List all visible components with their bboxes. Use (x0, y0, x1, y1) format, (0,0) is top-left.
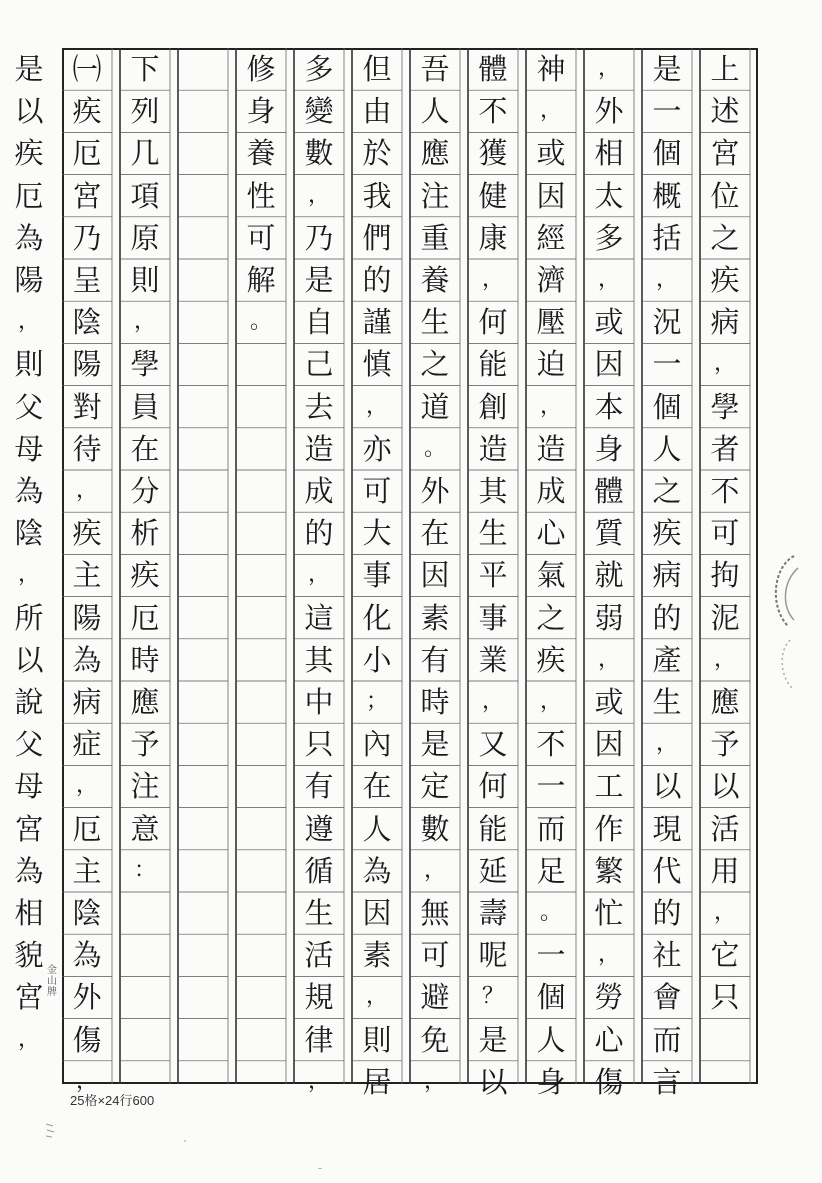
grid-character: 生 (652, 685, 682, 719)
grid-character: 一 (652, 347, 682, 382)
grid-character: 拘 (710, 558, 740, 593)
grid-character: 的 (652, 600, 682, 635)
grid-character: 因 (594, 727, 624, 762)
grid-character: 養 (420, 263, 450, 297)
grid-character: 定 (420, 769, 450, 804)
grid-character: 陰 (72, 896, 102, 930)
grid-character: 不 (536, 727, 566, 762)
grid-character: 為 (14, 474, 44, 508)
grid-character: 概 (652, 178, 682, 213)
grid-character: 是 (14, 52, 44, 86)
grid-character: 以 (652, 769, 682, 804)
grid-character: 為 (14, 853, 44, 888)
grid-character: 其 (478, 474, 508, 508)
grid-character: 身 (536, 1064, 566, 1099)
grid-character: 對 (72, 389, 102, 424)
grid-character: 但 (362, 52, 392, 86)
grid-character: 是 (420, 727, 450, 762)
paper-speck (318, 1168, 322, 1169)
grid-character: 工 (594, 769, 624, 804)
grid-character: 一 (652, 94, 682, 129)
grid-character: 在 (362, 769, 392, 804)
grid-character: 太 (594, 178, 624, 213)
text-column (294, 48, 344, 1094)
grid-character: 病 (652, 558, 682, 593)
grid-character: 因 (594, 347, 624, 382)
grid-character: 事 (478, 600, 508, 635)
grid-character: 循 (304, 853, 334, 888)
grid-character: 予 (130, 727, 160, 762)
grid-character: 相 (14, 896, 44, 930)
grid-character: ， (365, 984, 388, 1010)
grid-character: 述 (710, 94, 740, 129)
grid-character: 性 (246, 178, 276, 213)
grid-character: 心 (594, 1022, 624, 1057)
grid-character: 這 (304, 600, 334, 635)
grid-character: 活 (304, 938, 334, 973)
grid-character: 言 (652, 1064, 682, 1099)
grid-character: ， (75, 1068, 98, 1094)
grid-character: 學 (710, 389, 740, 424)
text-column (120, 48, 170, 1084)
grid-character: 列 (130, 94, 160, 129)
grid-character: 疾 (652, 516, 682, 551)
grid-character: 或 (594, 305, 624, 340)
grid-character: 析 (130, 516, 160, 551)
grid-character: ， (597, 267, 620, 292)
grid-character: 自 (304, 305, 334, 340)
grid-character: 迫 (536, 347, 566, 382)
grid-character: 人 (652, 431, 682, 466)
grid-character: 創 (478, 389, 508, 424)
grid-character: 疾 (72, 516, 102, 551)
text-column (178, 48, 228, 1084)
grid-character: 陰 (72, 305, 102, 340)
grid-character: ， (713, 351, 736, 377)
grid-character: 延 (478, 853, 508, 888)
grid-character: 我 (362, 178, 392, 213)
grid-character: 獲 (478, 136, 508, 171)
grid-character: 乃 (304, 220, 334, 255)
paper-speck (184, 1140, 186, 1142)
grid-character: 內 (362, 727, 392, 762)
grid-character: 生 (420, 305, 450, 340)
grid-character: 的 (652, 896, 682, 930)
grid-character: 厄 (14, 178, 44, 213)
text-column (468, 48, 518, 1099)
grid-character: 者 (710, 431, 740, 466)
grid-character: 是 (478, 1022, 508, 1057)
grid-character: 造 (478, 431, 508, 466)
grid-character: 體 (478, 52, 508, 86)
grid-character: 濟 (536, 263, 566, 297)
grid-character: 代 (652, 853, 682, 888)
grid-character: 。 (539, 900, 562, 925)
grid-character: ： (133, 857, 156, 883)
grid-character: 外 (72, 980, 102, 1015)
grid-character: 疾 (130, 558, 160, 593)
paper-smudge (44, 1120, 56, 1140)
grid-character: 成 (304, 474, 334, 508)
grid-character: ， (17, 562, 40, 588)
grid-character: 產 (652, 642, 682, 677)
grid-character: 而 (536, 811, 566, 846)
grid-character: 主 (72, 558, 102, 593)
grid-character: ， (133, 309, 156, 335)
grid-character: 壽 (478, 896, 508, 930)
grid-character: 陽 (72, 600, 102, 635)
grid-character: 由 (362, 94, 392, 129)
grid-character: 宮 (710, 136, 740, 171)
text-column (4, 48, 54, 1084)
grid-character: 或 (594, 685, 624, 719)
grid-character: 造 (304, 431, 334, 466)
grid-character: 位 (710, 178, 740, 213)
grid-character: 何 (478, 769, 508, 804)
grid-character: 上 (710, 52, 740, 86)
grid-character: ， (481, 267, 504, 292)
grid-character: 中 (304, 685, 334, 719)
grid-character: 居 (362, 1064, 392, 1099)
grid-character: ， (597, 56, 620, 81)
grid-character: 的 (304, 516, 334, 551)
grid-character: 傷 (72, 1022, 102, 1057)
grid-character: ， (307, 182, 330, 208)
grid-character: 解 (246, 263, 276, 297)
grid-character: 則 (14, 347, 44, 382)
grid-character: 是 (304, 263, 334, 297)
grid-character: 貌 (14, 938, 44, 973)
grid-character: ， (423, 1068, 446, 1094)
grid-character: ， (17, 309, 40, 335)
grid-character: ； (365, 689, 388, 714)
grid-character: 康 (478, 220, 508, 255)
grid-character: 之 (710, 220, 740, 255)
grid-character: 免 (420, 1022, 450, 1057)
grid-character: 個 (536, 980, 566, 1015)
text-column (584, 48, 634, 1099)
grid-character: 學 (130, 347, 160, 382)
grid-character: 應 (710, 685, 740, 719)
grid-character: 相 (594, 136, 624, 171)
grid-character: 症 (72, 727, 102, 762)
grid-character: 分 (130, 474, 160, 508)
grid-character: 之 (652, 474, 682, 508)
grid-character: 忙 (594, 896, 624, 930)
grid-character: 宮 (14, 980, 44, 1015)
grid-character: 父 (14, 389, 44, 424)
grid-character: 無 (420, 896, 450, 930)
grid-character: 為 (14, 220, 44, 255)
grid-character: 多 (594, 220, 624, 255)
grid-character: 個 (652, 136, 682, 171)
grid-character: 律 (304, 1022, 334, 1057)
grid-character: 心 (536, 516, 566, 551)
grid-character: 們 (362, 220, 392, 255)
grid-character: ， (75, 478, 98, 503)
grid-character: 括 (652, 220, 682, 255)
grid-character: 應 (130, 685, 160, 719)
text-column (700, 48, 750, 1084)
grid-character: 數 (304, 136, 334, 171)
grid-character: 遵 (304, 811, 334, 846)
grid-character: 人 (362, 811, 392, 846)
grid-character: 外 (420, 474, 450, 508)
grid-character: 道 (420, 389, 450, 424)
grid-character: 體 (594, 474, 624, 508)
grid-character: 造 (536, 431, 566, 466)
grid-character: 勞 (594, 980, 624, 1015)
grid-character: 能 (478, 811, 508, 846)
grid-character: 病 (72, 685, 102, 719)
grid-character: 可 (420, 938, 450, 973)
grid-character: 社 (652, 938, 682, 973)
grid-character: ？ (481, 984, 504, 1010)
grid-character: 小 (362, 642, 392, 677)
grid-character: 意 (130, 811, 160, 846)
grid-character: 原 (130, 220, 160, 255)
grid-character: 待 (72, 431, 102, 466)
grid-character: 業 (478, 642, 508, 677)
grid-character: 人 (536, 1022, 566, 1057)
grid-character: 氣 (536, 558, 566, 593)
grid-character: 就 (594, 558, 624, 593)
grid-character: 陰 (14, 516, 44, 551)
grid-character: 事 (362, 558, 392, 593)
grid-character: ㈠ (72, 52, 102, 86)
grid-character: 以 (710, 769, 740, 804)
grid-character: 以 (478, 1064, 508, 1099)
grid-character: 去 (304, 389, 334, 424)
grid-character: 經 (536, 220, 566, 255)
grid-character: 神 (536, 52, 566, 86)
grid-character: 足 (536, 853, 566, 888)
grid-character: 成 (536, 474, 566, 508)
grid-character: 變 (304, 94, 334, 129)
grid-character: 主 (72, 853, 102, 888)
paper-spec-label: 25格×24行600 (70, 1093, 155, 1108)
text-column (236, 48, 286, 1084)
grid-character: 一 (536, 938, 566, 973)
grid-character: ， (481, 689, 504, 714)
grid-character: 為 (72, 938, 102, 973)
grid-character: 乃 (72, 220, 102, 255)
grid-character: ， (713, 646, 736, 672)
grid-character: 說 (14, 685, 44, 719)
text-column (526, 48, 576, 1099)
grid-character: 因 (536, 178, 566, 213)
grid-character: 厄 (130, 600, 160, 635)
grid-character: ， (713, 900, 736, 925)
grid-character: ， (307, 562, 330, 588)
grid-character: 本 (594, 389, 624, 424)
grid-character: 於 (362, 136, 392, 171)
grid-character: 。 (249, 309, 272, 335)
grid-character: 注 (130, 769, 160, 804)
grid-character: 它 (710, 938, 740, 973)
grid-character: 大 (362, 516, 392, 551)
binding-hole-marks (764, 548, 814, 698)
grid-character: ， (423, 857, 446, 883)
grid-character: 有 (304, 769, 334, 804)
grid-character: 母 (14, 431, 44, 466)
grid-character: 生 (304, 896, 334, 930)
grid-character: 個 (652, 389, 682, 424)
grid-character: 時 (130, 642, 160, 677)
grid-character: 質 (594, 516, 624, 551)
grid-character: 可 (710, 516, 740, 551)
grid-character: 而 (652, 1022, 682, 1057)
grid-character: 應 (420, 136, 450, 171)
grid-character: 用 (710, 853, 740, 888)
grid-character: 疾 (14, 136, 44, 171)
grid-character: 規 (304, 980, 334, 1015)
grid-character: 則 (130, 263, 160, 297)
grid-character: 所 (14, 600, 44, 635)
text-column (642, 48, 692, 1099)
grid-character: ， (655, 267, 678, 292)
grid-character: 重 (420, 220, 450, 255)
grid-character: 厄 (72, 136, 102, 171)
grid-character: 。 (423, 435, 446, 461)
grid-character: 只 (304, 727, 334, 762)
grid-character: ， (597, 942, 620, 968)
grid-character: 何 (478, 305, 508, 340)
grid-character: 宮 (72, 178, 102, 213)
text-column (62, 48, 112, 1094)
grid-character: ， (655, 731, 678, 757)
grid-character: ， (539, 393, 562, 419)
grid-character: 亦 (362, 431, 392, 466)
grid-character: 為 (362, 853, 392, 888)
grid-character: 注 (420, 178, 450, 213)
grid-character: 為 (72, 642, 102, 677)
grid-character: 在 (130, 431, 160, 466)
grid-character: 時 (420, 685, 450, 719)
grid-character: 的 (362, 263, 392, 297)
grid-character: 以 (14, 94, 44, 129)
grid-character: 陽 (72, 347, 102, 382)
grid-character: 員 (130, 389, 160, 424)
grid-character: 能 (478, 347, 508, 382)
grid-character: 可 (362, 474, 392, 508)
grid-character: 壓 (536, 305, 566, 340)
grid-character: 疾 (710, 263, 740, 297)
grid-character: 有 (420, 642, 450, 677)
grid-character: 數 (420, 811, 450, 846)
paper-brand-mark: 金山牌 (47, 965, 57, 998)
grid-character: 一 (536, 769, 566, 804)
grid-character: 泥 (710, 600, 740, 635)
grid-character: 予 (710, 727, 740, 762)
grid-character: 不 (478, 94, 508, 129)
grid-character: 慎 (362, 347, 392, 382)
grid-character: 可 (246, 220, 276, 255)
grid-character: 傷 (594, 1064, 624, 1099)
grid-character: 又 (478, 727, 508, 762)
grid-character: 或 (536, 136, 566, 171)
grid-character: 吾 (420, 52, 450, 86)
grid-character: 疾 (536, 642, 566, 677)
grid-character: 因 (362, 896, 392, 930)
grid-character: 人 (420, 94, 450, 129)
grid-character: 素 (362, 938, 392, 973)
grid-character: 多 (304, 52, 334, 86)
grid-character: 則 (362, 1022, 392, 1057)
grid-character: 現 (652, 811, 682, 846)
grid-character: 素 (420, 600, 450, 635)
grid-character: 以 (14, 642, 44, 677)
grid-character: 疾 (72, 94, 102, 129)
grid-character: 避 (420, 980, 450, 1015)
grid-character: 几 (130, 136, 160, 171)
grid-character: 己 (304, 347, 334, 382)
grid-character: 繁 (594, 853, 624, 888)
grid-character: 之 (536, 600, 566, 635)
grid-character: ， (307, 1068, 330, 1094)
grid-character: 在 (420, 516, 450, 551)
grid-character: 會 (652, 980, 682, 1015)
grid-character: 謹 (362, 305, 392, 340)
grid-character: 下 (130, 52, 160, 86)
grid-character: 活 (710, 811, 740, 846)
grid-character: 是 (652, 52, 682, 86)
grid-character: 呈 (72, 263, 102, 297)
grid-character: 弱 (594, 600, 624, 635)
grid-character: 因 (420, 558, 450, 593)
grid-character: 身 (246, 94, 276, 129)
grid-character: 之 (420, 347, 450, 382)
grid-character: 呢 (478, 938, 508, 973)
grid-character: 陽 (14, 263, 44, 297)
grid-character: ， (365, 393, 388, 419)
grid-character: 修 (246, 52, 276, 86)
grid-character: 其 (304, 642, 334, 677)
grid-character: ， (597, 646, 620, 672)
grid-character: 生 (478, 516, 508, 551)
grid-character: 養 (246, 136, 276, 171)
grid-character: 作 (594, 811, 624, 846)
grid-character: 病 (710, 305, 740, 340)
grid-character: 母 (14, 769, 44, 804)
grid-character: 厄 (72, 811, 102, 846)
text-column (410, 48, 460, 1094)
grid-character: ， (75, 773, 98, 799)
text-column (352, 48, 402, 1099)
grid-character: 況 (652, 305, 682, 340)
grid-character: 外 (594, 94, 624, 129)
grid-character: 項 (130, 178, 160, 213)
grid-character: 平 (478, 558, 508, 593)
grid-character: ， (539, 98, 562, 124)
grid-character: 只 (710, 980, 740, 1015)
grid-character: 父 (14, 727, 44, 762)
grid-character: ， (539, 689, 562, 714)
grid-character: 宮 (14, 811, 44, 846)
grid-character: 化 (362, 600, 392, 635)
grid-character: 不 (710, 474, 740, 508)
grid-character: 身 (594, 431, 624, 466)
grid-character: 健 (478, 178, 508, 213)
grid-character: ， (17, 1026, 40, 1052)
